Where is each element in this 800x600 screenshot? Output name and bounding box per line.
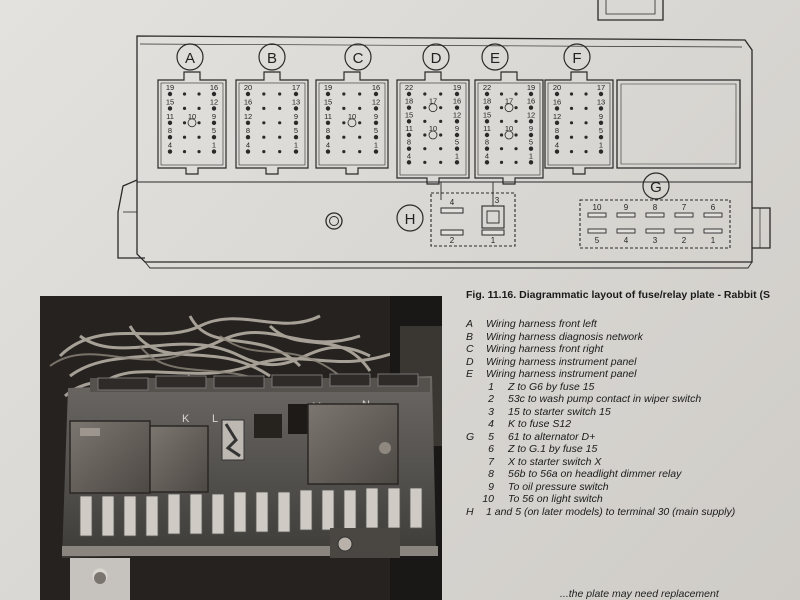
- pin-number: 15: [482, 110, 492, 120]
- pin-socket: [407, 161, 411, 165]
- pin-number: 18: [404, 96, 414, 106]
- fuse-g-top-number: 10: [592, 203, 602, 212]
- pin-socket: [278, 121, 281, 124]
- pin-socket: [500, 147, 503, 150]
- pin-socket: [183, 107, 186, 110]
- pin-socket: [423, 133, 426, 136]
- pin-number: 9: [293, 111, 299, 121]
- pin-socket: [407, 120, 411, 124]
- fuse-strip-g: [580, 173, 730, 248]
- pin-socket: [439, 106, 442, 109]
- pin-socket: [500, 120, 503, 123]
- connector-label-b: B: [266, 50, 278, 67]
- pin-socket: [485, 161, 489, 165]
- pin-number: 5: [454, 137, 460, 147]
- legend-row: [466, 481, 800, 494]
- legend-row: [466, 343, 800, 356]
- pin-socket: [246, 92, 250, 96]
- fuse-g-top-number: 6: [710, 203, 716, 212]
- pin-socket: [197, 107, 200, 110]
- pin-socket: [374, 107, 378, 111]
- legend-letter: D: [466, 355, 474, 368]
- pin-socket: [358, 136, 361, 139]
- pin-socket: [584, 121, 587, 124]
- pin-number: 11: [483, 124, 491, 133]
- pin-number: 4: [484, 151, 490, 161]
- pin-socket: [514, 161, 517, 164]
- pin-number: 16: [526, 96, 536, 106]
- pin-socket: [455, 161, 459, 165]
- pin-number: 19: [165, 83, 175, 92]
- relay-h-pin-4: 4: [449, 198, 455, 207]
- pin-socket: [212, 121, 216, 125]
- pin-socket: [168, 121, 172, 125]
- pin-socket: [183, 121, 186, 124]
- pin-socket: [529, 161, 533, 165]
- relay-socket-h: [431, 182, 515, 246]
- pin-number: 10: [504, 124, 514, 133]
- pin-socket: [514, 147, 517, 150]
- pin-socket: [294, 135, 298, 139]
- pin-socket: [407, 147, 411, 151]
- pin-socket: [584, 107, 587, 110]
- pin-number: 4: [167, 140, 173, 150]
- legend-text: 61 to alternator D+: [508, 430, 596, 443]
- fuse-contact: [646, 229, 664, 233]
- legend-text: To oil pressure switch: [508, 480, 609, 493]
- pin-socket: [342, 92, 345, 95]
- photo-label-l: L: [212, 413, 219, 425]
- connector-label-a: A: [184, 50, 196, 67]
- pin-number: 4: [554, 140, 560, 150]
- fuse-g-bottom-number: 3: [652, 236, 658, 245]
- pin-socket: [423, 147, 426, 150]
- pin-socket: [555, 135, 559, 139]
- legend-letter: A: [466, 318, 474, 330]
- pin-socket: [278, 92, 281, 95]
- pin-number: 16: [371, 83, 381, 92]
- pin-number: 1: [211, 140, 217, 150]
- pin-number: 15: [323, 97, 333, 107]
- pin-socket: [485, 133, 489, 137]
- legend-text: 1 and 5 (on later models) to terminal 30 (main supply): [486, 505, 736, 518]
- legend-row: [466, 418, 800, 431]
- pin-number: 17: [291, 83, 301, 92]
- legend-letter: B: [466, 330, 474, 343]
- pin-socket: [168, 92, 172, 96]
- pin-number: 10: [428, 124, 438, 133]
- pin-socket: [570, 136, 573, 139]
- pin-number: 1: [528, 151, 534, 161]
- pin-socket: [294, 121, 298, 125]
- pin-socket: [500, 92, 503, 95]
- pin-socket: [183, 92, 186, 95]
- pin-socket: [514, 92, 517, 95]
- pin-socket: [407, 106, 411, 110]
- legend-letter: G: [466, 430, 475, 443]
- connector-e: [475, 44, 543, 184]
- legend-row: [466, 443, 800, 456]
- pin-socket: [455, 92, 459, 96]
- pin-socket: [500, 133, 503, 136]
- pin-socket: [439, 120, 442, 123]
- pin-number: 15: [165, 97, 175, 107]
- fuse-contact: [675, 229, 693, 233]
- pin-socket: [212, 150, 216, 154]
- pin-number: 10: [187, 111, 197, 121]
- pin-socket: [514, 120, 517, 123]
- pin-socket: [326, 92, 330, 96]
- legend-text: Wiring harness front left: [486, 318, 597, 330]
- pin-socket: [212, 107, 216, 111]
- connector-label-f: F: [572, 50, 582, 67]
- pin-socket: [294, 107, 298, 111]
- figure-legend: [466, 318, 800, 518]
- pin-number: 10: [347, 111, 357, 121]
- fuse-contact: [588, 213, 606, 217]
- legend-number: 9: [488, 480, 494, 493]
- pin-socket: [529, 120, 533, 124]
- legend-row: [466, 331, 800, 344]
- pin-socket: [455, 120, 459, 124]
- connector-f: [545, 44, 613, 174]
- fuse-g-bottom-number: 1: [710, 236, 716, 245]
- pin-socket: [570, 107, 573, 110]
- pin-socket: [358, 121, 361, 124]
- pin-number: 19: [452, 83, 462, 92]
- pin-socket: [455, 133, 459, 137]
- legend-row: [466, 381, 800, 394]
- fuse-g-top-number: 8: [652, 203, 658, 212]
- pin-socket: [326, 107, 330, 111]
- pin-number: 8: [484, 137, 490, 147]
- pin-socket: [262, 107, 265, 110]
- pin-socket: [326, 135, 330, 139]
- pin-number: 16: [452, 96, 462, 106]
- relay-h-pin-2: 2: [449, 236, 455, 245]
- pin-socket: [439, 147, 442, 150]
- legend-number: 6: [488, 443, 494, 455]
- pin-number: 1: [598, 140, 604, 150]
- pin-socket: [529, 147, 533, 151]
- legend-number: 10: [482, 493, 494, 505]
- pin-socket: [514, 106, 517, 109]
- pin-socket: [246, 121, 250, 125]
- pin-socket: [326, 121, 330, 125]
- pin-socket: [278, 150, 281, 153]
- pin-socket: [485, 92, 489, 96]
- pin-number: 1: [293, 140, 299, 150]
- legend-letter: C: [466, 343, 474, 355]
- pin-socket: [197, 136, 200, 139]
- pin-socket: [342, 136, 345, 139]
- pin-number: 16: [552, 97, 562, 107]
- pin-socket: [407, 133, 411, 137]
- pin-number: 17: [596, 83, 606, 92]
- pin-socket: [262, 136, 265, 139]
- figure-caption: Fig. 11.16. Diagrammatic layout of fuse/relay plate - Rabbit (S: [466, 289, 771, 301]
- connector-label-d: D: [430, 50, 442, 67]
- pin-socket: [439, 161, 442, 164]
- pin-socket: [423, 106, 426, 109]
- pin-number: 12: [552, 111, 562, 121]
- legend-row: [466, 468, 800, 481]
- legend-row: [466, 318, 800, 331]
- relay-h-pin-1: 1: [490, 236, 496, 245]
- pin-socket: [358, 92, 361, 95]
- pin-socket: [485, 147, 489, 151]
- legend-row: [466, 406, 800, 419]
- pin-socket: [262, 150, 265, 153]
- mounting-screw-hole: [326, 213, 342, 229]
- legend-letter: H: [466, 505, 474, 518]
- pin-socket: [342, 121, 345, 124]
- pin-socket: [326, 150, 330, 154]
- connector-label-e: E: [489, 50, 501, 67]
- connector-label-c: C: [352, 50, 364, 67]
- pin-number: 9: [598, 111, 604, 121]
- pin-number: 9: [211, 111, 217, 121]
- pin-socket: [342, 150, 345, 153]
- legend-text: K to fuse S12: [508, 418, 572, 430]
- pin-socket: [529, 133, 533, 137]
- pin-socket: [262, 92, 265, 95]
- pin-number: 12: [452, 110, 462, 120]
- pin-socket: [262, 121, 265, 124]
- pin-socket: [197, 121, 200, 124]
- pin-socket: [439, 92, 442, 95]
- pin-number: 5: [211, 126, 217, 136]
- pin-socket: [423, 120, 426, 123]
- pin-socket: [485, 106, 489, 110]
- legend-row: [466, 506, 800, 519]
- pin-socket: [246, 107, 250, 111]
- legend-row: [466, 493, 800, 506]
- legend-text: Wiring harness diagnosis network: [486, 330, 643, 343]
- fuse-contact: [588, 229, 606, 233]
- pin-number: 8: [167, 126, 173, 136]
- fuse-g-top-number: 9: [623, 203, 629, 212]
- pin-socket: [246, 150, 250, 154]
- pin-socket: [358, 150, 361, 153]
- pin-socket: [599, 150, 603, 154]
- pin-socket: [374, 92, 378, 96]
- legend-text: 56b to 56a on headlight dimmer relay: [508, 468, 682, 480]
- pin-number: 22: [482, 83, 492, 92]
- pin-socket: [439, 133, 442, 136]
- pin-socket: [455, 106, 459, 110]
- legend-text: To 56 on light switch: [508, 493, 603, 505]
- pin-number: 12: [243, 111, 253, 121]
- pin-number: 9: [528, 124, 534, 133]
- pin-socket: [183, 136, 186, 139]
- pin-number: 22: [404, 83, 414, 92]
- pin-socket: [529, 106, 533, 110]
- legend-letter: E: [466, 368, 474, 380]
- pin-number: 13: [291, 97, 301, 107]
- pin-number: 8: [554, 126, 560, 136]
- pin-socket: [342, 107, 345, 110]
- pin-socket: [500, 161, 503, 164]
- pin-number: 8: [325, 126, 331, 136]
- pin-socket: [529, 92, 533, 96]
- pin-number: 20: [552, 83, 562, 92]
- pin-socket: [168, 135, 172, 139]
- fuse-contact: [617, 213, 635, 217]
- pin-socket: [514, 133, 517, 136]
- fuse-g-label: G: [650, 179, 662, 196]
- fuse-g-bottom-number: 5: [594, 236, 600, 245]
- relay-h-label: H: [404, 211, 416, 228]
- pin-socket: [212, 92, 216, 96]
- pin-number: 17: [504, 96, 514, 106]
- legend-text: Z to G.1 by fuse 15: [508, 443, 598, 455]
- pin-socket: [197, 150, 200, 153]
- legend-number: 4: [488, 418, 494, 430]
- pin-number: 13: [596, 97, 606, 107]
- pin-socket: [584, 92, 587, 95]
- pin-number: 5: [373, 126, 379, 136]
- pin-number: 5: [598, 126, 604, 136]
- pin-socket: [584, 136, 587, 139]
- pin-number: 8: [406, 137, 412, 147]
- legend-row: [466, 356, 800, 369]
- pin-number: 18: [482, 96, 492, 106]
- pin-number: 4: [406, 151, 412, 161]
- pin-socket: [358, 107, 361, 110]
- pin-socket: [599, 121, 603, 125]
- legend-text: Wiring harness instrument panel: [486, 355, 637, 368]
- fuse-g-bottom-number: 4: [623, 236, 629, 245]
- pin-number: 8: [245, 126, 251, 136]
- pin-socket: [294, 92, 298, 96]
- pin-number: 20: [243, 83, 253, 92]
- fuse-contact: [675, 213, 693, 217]
- pin-socket: [374, 121, 378, 125]
- pin-socket: [407, 92, 411, 96]
- pin-socket: [555, 92, 559, 96]
- pin-socket: [423, 161, 426, 164]
- fuse-contact: [704, 213, 722, 217]
- pin-socket: [374, 150, 378, 154]
- pin-socket: [599, 107, 603, 111]
- pin-number: 11: [324, 111, 332, 121]
- connector-c: [316, 44, 388, 174]
- fuse-g-top-number: 7: [681, 203, 687, 212]
- legend-row: [466, 393, 800, 406]
- pin-socket: [500, 106, 503, 109]
- photo-label-k: K: [182, 413, 190, 425]
- legend-text: 15 to starter switch 15: [508, 405, 611, 418]
- photo-rendering: [40, 296, 442, 600]
- pin-socket: [570, 150, 573, 153]
- connector-blocks: [158, 44, 613, 184]
- legend-row: [466, 431, 800, 444]
- pin-socket: [599, 92, 603, 96]
- fuse-contact: [617, 229, 635, 233]
- pin-socket: [570, 121, 573, 124]
- pin-socket: [485, 120, 489, 124]
- legend-number: 5: [488, 430, 494, 443]
- connector-b: [236, 44, 308, 174]
- pin-socket: [168, 150, 172, 154]
- pin-socket: [599, 135, 603, 139]
- pin-socket: [294, 150, 298, 154]
- pin-socket: [555, 107, 559, 111]
- fuse-box-photo: [40, 296, 442, 600]
- pin-number: 5: [293, 126, 299, 136]
- legend-number: 2: [488, 393, 494, 405]
- fuse-g-bottom-number: 2: [681, 236, 687, 245]
- pin-number: 16: [243, 97, 253, 107]
- pin-number: 12: [371, 97, 381, 107]
- pin-number: 19: [323, 83, 333, 92]
- fuse-contact: [646, 213, 664, 217]
- pin-number: 9: [454, 124, 460, 133]
- pin-number: 15: [404, 110, 414, 120]
- fuse-relay-plate-diagram: [0, 0, 800, 290]
- pin-socket: [584, 150, 587, 153]
- legend-number: 7: [488, 455, 494, 468]
- pin-socket: [183, 150, 186, 153]
- pin-socket: [374, 135, 378, 139]
- pin-socket: [212, 135, 216, 139]
- relay-h-pin-3: 3: [494, 196, 500, 205]
- pin-number: 5: [528, 137, 534, 147]
- pin-number: 12: [526, 110, 536, 120]
- legend-row: [466, 456, 800, 469]
- pin-socket: [555, 150, 559, 154]
- pin-socket: [168, 107, 172, 111]
- pin-number: 1: [373, 140, 379, 150]
- fuse-contact: [704, 229, 722, 233]
- legend-text: Wiring harness instrument panel: [486, 368, 637, 380]
- legend-text: Z to G6 by fuse 15: [508, 380, 595, 393]
- legend-number: 3: [488, 405, 494, 418]
- connector-d: [397, 44, 469, 184]
- legend-row: [466, 368, 800, 381]
- pin-socket: [455, 147, 459, 151]
- pin-socket: [246, 135, 250, 139]
- pin-number: 19: [526, 83, 536, 92]
- pin-socket: [570, 92, 573, 95]
- legend-number: 8: [488, 468, 494, 480]
- footer-text: ...the plate may need replacement: [560, 588, 719, 600]
- pin-socket: [197, 92, 200, 95]
- pin-number: 4: [245, 140, 251, 150]
- pin-number: 4: [325, 140, 331, 150]
- pin-socket: [278, 136, 281, 139]
- connector-a: [158, 44, 226, 174]
- pin-socket: [278, 107, 281, 110]
- legend-text: 53c to wash pump contact in wiper switch: [508, 393, 702, 405]
- pin-number: 17: [428, 96, 438, 106]
- pin-number: 11: [166, 111, 174, 121]
- pin-socket: [555, 121, 559, 125]
- pin-number: 16: [209, 83, 219, 92]
- pin-number: 11: [405, 124, 413, 133]
- pin-number: 1: [454, 151, 460, 161]
- pin-socket: [423, 92, 426, 95]
- pin-number: 9: [373, 111, 379, 121]
- legend-text: X to starter switch X: [508, 455, 602, 468]
- pin-number: 12: [209, 97, 219, 107]
- legend-number: 1: [488, 380, 494, 393]
- legend-text: Wiring harness front right: [486, 343, 604, 355]
